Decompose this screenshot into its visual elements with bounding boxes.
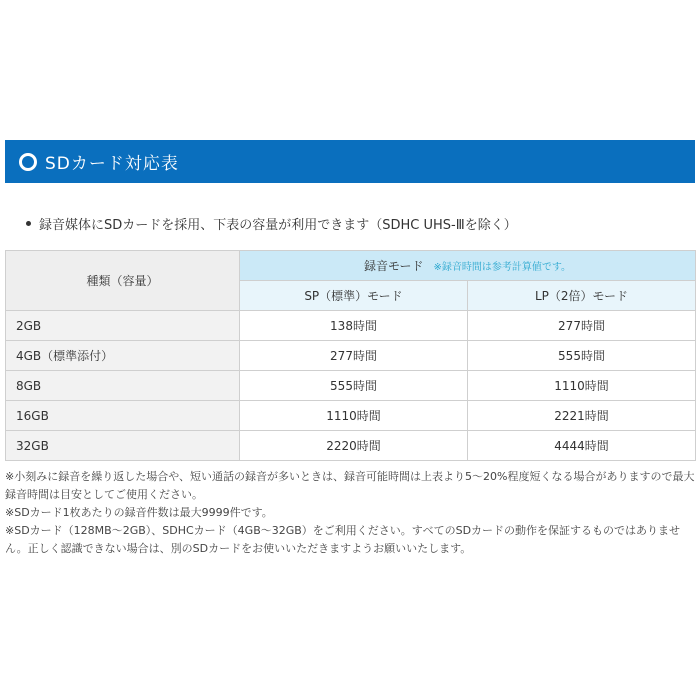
row-lp-time: 555時間 [468,341,696,371]
sd-card-table [5,250,696,461]
footnote: ※SDカード1枚あたりの録音件数は最大9999件です。 [5,506,273,519]
row-type: 32GB [6,431,240,461]
row-sp-time: 2220時間 [240,431,468,461]
ring-icon [19,153,37,171]
table-row [6,371,696,401]
row-sp-time: 138時間 [240,311,468,341]
row-type: 2GB [6,311,240,341]
table-row [6,431,696,461]
row-sp-time: 1110時間 [240,401,468,431]
row-lp-time: 1110時間 [468,371,696,401]
sp-mode-header: SP（標準）モード [240,281,468,311]
row-type: 8GB [6,371,240,401]
row-lp-time: 2221時間 [468,401,696,431]
intro-line [26,214,517,233]
footnotes [5,468,695,558]
row-type: 4GB（標準添付） [6,341,240,371]
mode-header [240,251,696,281]
mode-header-note: ※録音時間は参考計算値です。 [433,262,572,273]
table-row [6,311,696,341]
row-sp-time: 555時間 [240,371,468,401]
table-row [6,401,696,431]
table-row [6,341,696,371]
intro-text: 録音媒体にSDカードを採用、下表の容量が利用できます（SDHC UHS-Ⅲを除く） [39,218,517,233]
footnote: ※小刻みに録音を繰り返した場合や、短い通話の録音が多いときは、録音可能時間は上表より5～20%程度短くなる場合がありますので最大録音時間は目安としてご使用ください。 [5,470,695,501]
lp-mode-header: LP（2倍）モード [468,281,696,311]
row-sp-time: 277時間 [240,341,468,371]
mode-header-label: 録音モード [363,259,424,273]
section-header [5,140,695,183]
type-column-header [6,251,240,311]
type-header-text: 種類（容量） [86,274,159,288]
section-title: SDカード対応表 [45,154,179,174]
row-lp-time: 4444時間 [468,431,696,461]
footnote: ※SDカード（128MB～2GB）、SDHCカード（4GB～32GB）をご利用ください。すべてのSDカードの動作を保証するものではありません。正しく認識できない場合は、別のSDカードをお使いいただきますようお願いいたします。 [5,524,681,555]
row-lp-time: 277時間 [468,311,696,341]
bullet-icon [26,221,31,226]
row-type: 16GB [6,401,240,431]
